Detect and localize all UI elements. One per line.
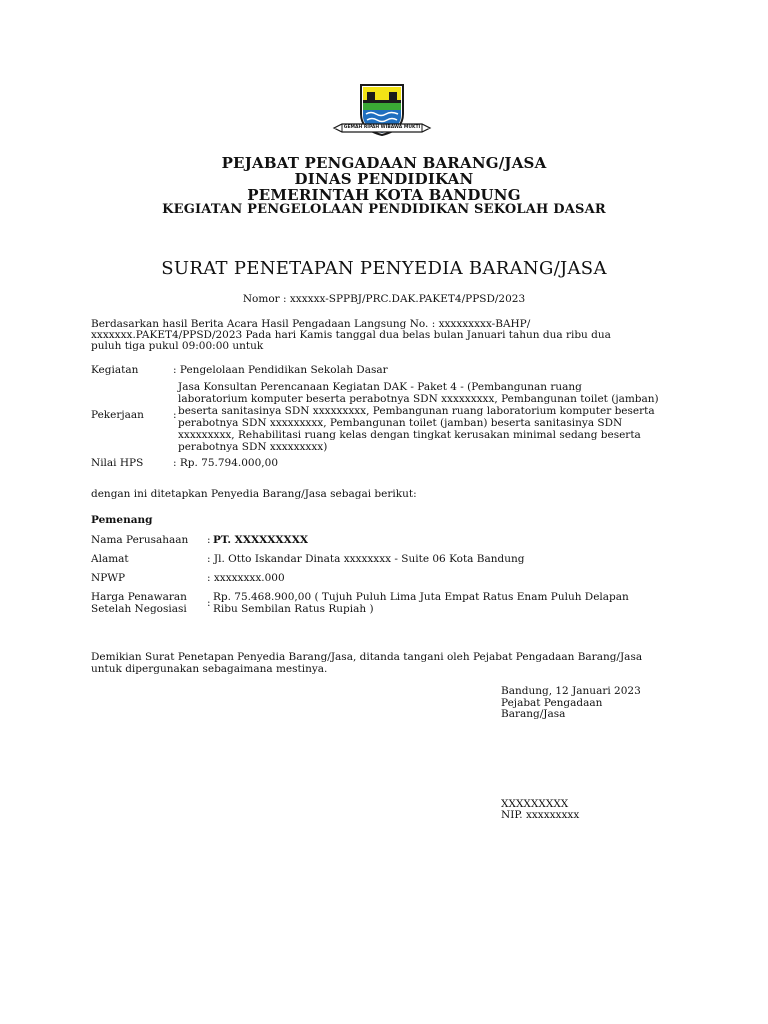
pekerjaan-line: beserta sanitasinya SDN xxxxxxxxx, Pembangunan ruang laboratorium komputer beserta (178, 405, 655, 417)
address-label: Alamat (91, 553, 129, 565)
offer-value-line-1: Rp. 75.468.900,00 ( Tujuh Puluh Lima Juta Empat Ratus Enam Puluh Delapan (213, 591, 629, 603)
header-line-3: PEMERINTAH KOTA BANDUNG (247, 186, 521, 204)
hps-value: : Rp. 75.794.000,00 (173, 457, 278, 469)
offer-label-1: Harga Penawaran (91, 591, 187, 603)
company-name-value: PT. XXXXXXXXX (213, 534, 308, 546)
signature-role-2: Barang/Jasa (501, 708, 566, 720)
hps-label: Nilai HPS (91, 457, 144, 469)
pekerjaan-line: laboratorium komputer beserta perabotnya SDN xxxxxxxxx, Pembangunan toilet (jamban) (178, 393, 659, 405)
letter-number: Nomor : xxxxxx-SPPBJ/PRC.DAK.PAKET4/PPSD/2023 (242, 293, 526, 305)
pekerjaan-line: Jasa Konsultan Perencanaan Kegiatan DAK - Paket 4 - (Pembangunan ruang (178, 381, 582, 393)
intro-line-3: puluh tiga pukul 09:00:00 untuk (91, 340, 264, 352)
kegiatan-value: : Pengelolaan Pendidikan Sekolah Dasar (173, 364, 388, 376)
pekerjaan-line: perabotnya SDN xxxxxxxxx, Pembangunan toilet (jamban) beserta sanitasinya SDN (178, 417, 623, 429)
pekerjaan-label: Pekerjaan (91, 409, 144, 421)
city-logo (330, 80, 434, 142)
address-value: : Jl. Otto Iskandar Dinata xxxxxxxx - Suite 06 Kota Bandung (207, 553, 525, 565)
offer-label-2: Setelah Negosiasi (91, 603, 187, 615)
offer-value-line-2: Ribu Sembilan Ratus Rupiah ) (213, 603, 374, 615)
penetapan-text: dengan ini ditetapkan Penyedia Barang/Jasa sebagai berikut: (91, 488, 417, 500)
pekerjaan-line: xxxxxxxxx, Rehabilitasi ruang kelas dengan tingkat kerusakan minimal sedang beserta (178, 429, 641, 441)
pemenang-heading: Pemenang (91, 514, 153, 526)
intro-line-2: xxxxxxx.PAKET4/PPSD/2023 Pada hari Kamis tanggal dua belas bulan Januari tahun dua ribu dua (91, 329, 611, 341)
pekerjaan-value (178, 381, 698, 453)
signatory-name: XXXXXXXXX (501, 798, 569, 810)
logo-motto: GEMAH RIPAH WIBAWA MUKTI (343, 125, 421, 130)
intro-line-1: Berdasarkan hasil Berita Acara Hasil Pengadaan Langsung No. : xxxxxxxxx-BAHP/ (91, 318, 531, 330)
npwp-label: NPWP (91, 572, 126, 584)
offer-colon: : (207, 597, 211, 609)
company-name-colon: : (207, 534, 211, 546)
signatory-nip: NIP. xxxxxxxxx (501, 809, 580, 821)
letter-title: SURAT PENETAPAN PENYEDIA BARANG/JASA (161, 258, 607, 279)
signature-role-1: Pejabat Pengadaan (501, 697, 603, 709)
header-line-2: DINAS PENDIDIKAN (294, 170, 474, 188)
pekerjaan-colon: : (173, 409, 177, 421)
signature-place-date: Bandung, 12 Januari 2023 (501, 685, 641, 697)
pekerjaan-line: perabotnya SDN xxxxxxxxx) (178, 441, 328, 453)
header-line-1: PEJABAT PENGADAAN BARANG/JASA (221, 154, 547, 172)
closing-line-2: untuk dipergunakan sebagaimana mestinya. (91, 663, 328, 675)
npwp-value: : xxxxxxxx.000 (207, 572, 285, 584)
company-name-label: Nama Perusahaan (91, 534, 189, 546)
header-line-4: KEGIATAN PENGELOLAAN PENDIDIKAN SEKOLAH DASAR (162, 202, 606, 217)
kegiatan-label: Kegiatan (91, 364, 139, 376)
closing-line-1: Demikian Surat Penetapan Penyedia Barang/Jasa, ditanda tangani oleh Pejabat Pengadaan Barang/Jasa (91, 651, 643, 663)
